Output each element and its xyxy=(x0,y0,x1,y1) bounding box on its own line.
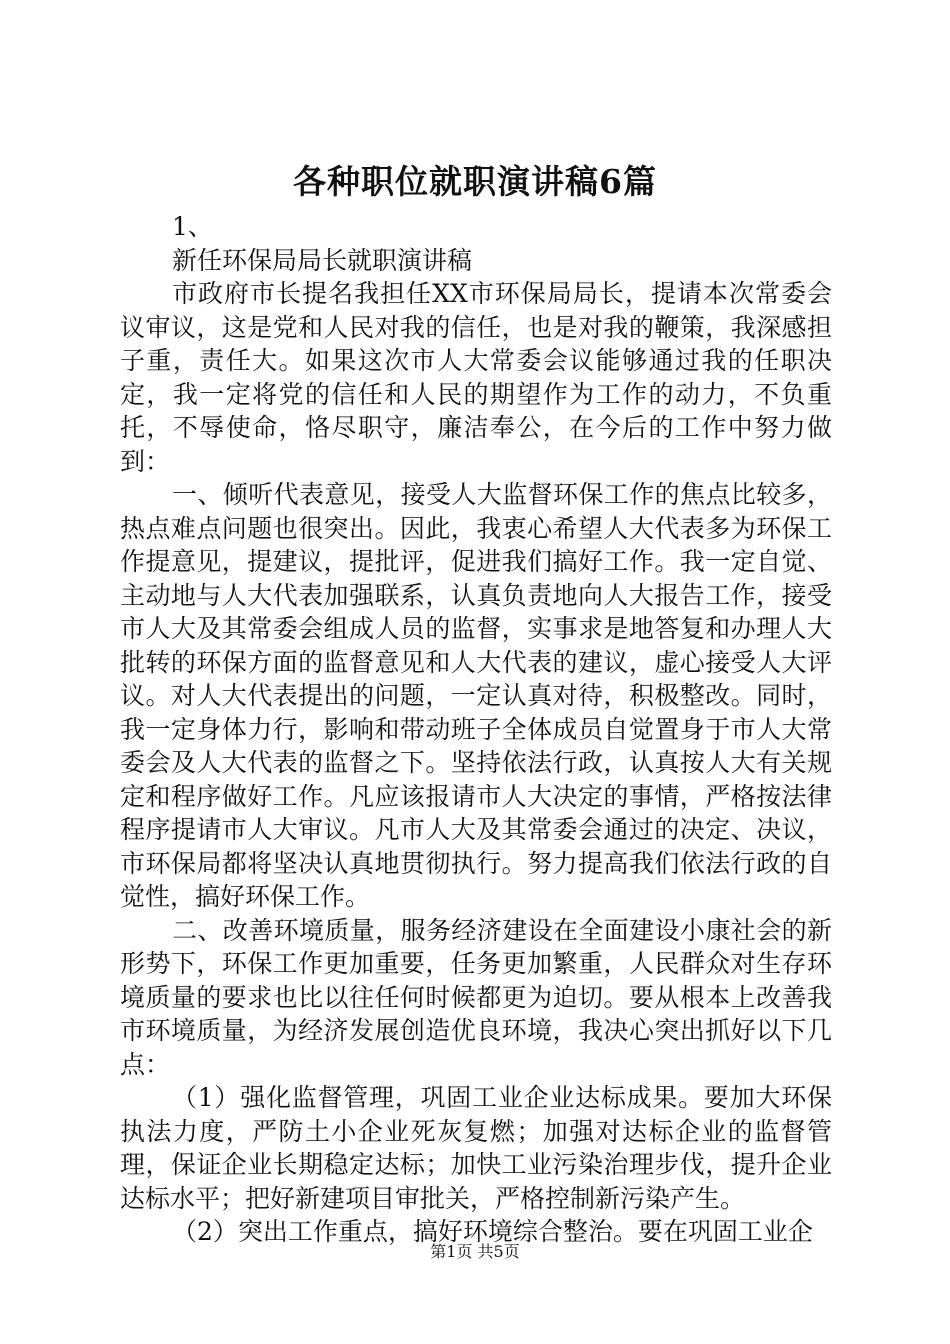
section-number: 1、 xyxy=(172,212,213,241)
body-paragraph: 二、改善环境质量，服务经济建设在全面建设小康社会的新形势下，环保工作更加重要，任务更加繁重，人民群众对生存环境质量的要求也比以往任何时候都更为迫切。要从根本上改善我市环境质量，为经济发展创造优良环境，我决心突出抓好以下几点： xyxy=(120,915,832,1079)
section-heading: 新任环保局局长就职演讲稿 xyxy=(172,245,473,275)
body-paragraph: （1）强化监督管理，巩固工业企业达标成果。要加大环保执法力度，严防土小企业死灰复燃；加强对达标企业的监督管理，保证企业长期稳定达标；加快工业污染治理步伐，提升企业达标水平；把好新建项目审批关，严格控制新污染产生。 xyxy=(120,1083,832,1213)
body-paragraph: 市政府市长提名我担任XX市环保局局长，提请本次常委会议审议，这是党和人民对我的信任，也是对我的鞭策，我深感担子重，责任大。如果这次市人大常委会议能够通过我的任职决定，我一定将党的信任和人民的期望作为工作的动力，不负重托，不辱使命，恪尽职守，廉洁奉公，在今后的工作中努力做到： xyxy=(120,279,832,476)
document-title: 各种职位就职演讲稿6篇 xyxy=(293,162,657,201)
document-body xyxy=(120,210,832,1249)
body-paragraph: 一、倾听代表意见，接受人大监督环保工作的焦点比较多，热点难点问题也很突出。因此，我衷心希望人大代表多为环保工作提意见，提建议，提批评，促进我们搞好工作。我一定自觉、主动地与人大代表加强联系，认真负责地向人大报告工作，接受市人大及其常委会组成人员的监督，实事求是地答复和办理人大批转的环保方面的监督意见和人大代表的建议，虚心接受人大评议。对人大代表提出的问题，一定认真对待，积极整改。同时，我一定身体力行，影响和带动班子全体成员自觉置身于市人大常委会及人大代表的监督之下。坚持依法行政，认真按人大有关规定和程序做好工作。凡应该报请市人大决定的事情，严格按法律程序提请市人大审议。凡市人大及其常委会通过的决定、决议，市环保局都将坚决认真地贯彻执行。努力提高我们依法行政的自觉性，搞好环保工作。 xyxy=(120,480,832,911)
body-paragraph: （2）突出工作重点，搞好环境综合整治。要在巩固工业企 xyxy=(172,1217,813,1246)
page-footer: 第1页 共5页 xyxy=(430,1242,520,1261)
